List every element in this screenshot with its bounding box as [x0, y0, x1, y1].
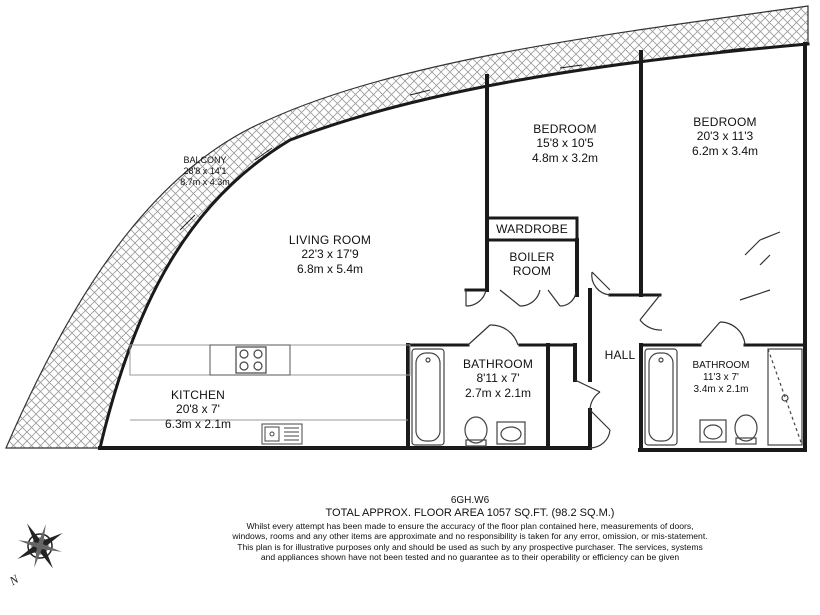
bathroom1-metric: 2.7m x 2.1m — [464, 385, 532, 400]
compass-rose-icon — [2, 518, 72, 613]
living-room-name: LIVING ROOM — [288, 233, 372, 247]
bathroom1-name: BATHROOM — [462, 357, 534, 371]
bedroom2-metric: 6.2m x 3.4m — [691, 143, 759, 158]
total-floor-area: TOTAL APPROX. FLOOR AREA 1057 SQ.FT. (98.2 SQ.M.) — [325, 507, 615, 519]
bedroom2-name: BEDROOM — [693, 115, 757, 129]
hall-label: HALL — [604, 348, 636, 362]
bathroom2-imperial: 11'3 x 7' — [703, 372, 739, 383]
kitchen-name: KITCHEN — [170, 388, 226, 402]
balcony-name: BALCONY — [183, 155, 227, 165]
plan-code: 6GH.W6 — [450, 495, 490, 506]
living-room-imperial: 22'3 x 17'9 — [301, 247, 359, 262]
toilet-2-icon — [735, 415, 757, 444]
bathroom1-label — [448, 357, 548, 400]
bedroom2-imperial: 20'3 x 11'3 — [696, 129, 754, 144]
disclaimer-text: Whilst every attempt has been made to ensure the accuracy of the floor plan contained here, measurements of doors, windows, rooms and any other items are approximate and no responsibility is taken for any error, omission, or mis-statement. This plan is for illustrative purposes only and should be used as such by any prospective purchaser. The services, systems and appliances shown have not been tested and no guarantee as to their operability or efficiency can be given — [232, 521, 708, 562]
hob-icon — [236, 347, 266, 373]
basin-icon — [497, 422, 525, 444]
toilet-icon — [465, 417, 487, 446]
kitchen-label — [148, 388, 248, 431]
bathroom2-name: BATHROOM — [692, 360, 750, 371]
bedroom1-metric: 4.8m x 3.2m — [531, 150, 599, 165]
bedroom2-label — [670, 115, 780, 158]
kitchen-imperial: 20'8 x 7' — [176, 402, 220, 417]
bedroom1-label — [515, 122, 615, 165]
balcony-imperial: 28'8 x 14'1 — [183, 165, 227, 176]
bedroom1-name: BEDROOM — [533, 122, 597, 136]
north-label: N — [7, 571, 21, 589]
living-room-label — [270, 233, 390, 276]
plan-footer — [230, 495, 710, 562]
living-room-metric: 6.8m x 5.4m — [296, 261, 364, 276]
boiler-room-name-line2: ROOM — [512, 264, 552, 279]
kitchen-metric: 6.3m x 2.1m — [164, 416, 232, 431]
bathroom2-label — [676, 360, 766, 396]
balcony-metric: 8.7m x 4.3m — [180, 176, 230, 187]
bathtub-icon — [412, 349, 444, 445]
bathroom1-imperial: 8'11 x 7' — [476, 371, 520, 386]
shower-icon — [768, 349, 802, 445]
wardrobe-label: WARDROBE — [496, 222, 568, 236]
bathroom2-metric: 3.4m x 2.1m — [693, 384, 749, 395]
boiler-room-name-line1: BOILER — [509, 250, 555, 264]
basin-2-icon — [700, 420, 726, 442]
kitchen-sink-icon — [262, 424, 302, 444]
balcony-label — [150, 155, 260, 187]
bedroom1-imperial: 15'8 x 10'5 — [536, 136, 594, 151]
boiler-room-label — [490, 250, 574, 279]
bathtub-2-icon — [645, 349, 677, 445]
